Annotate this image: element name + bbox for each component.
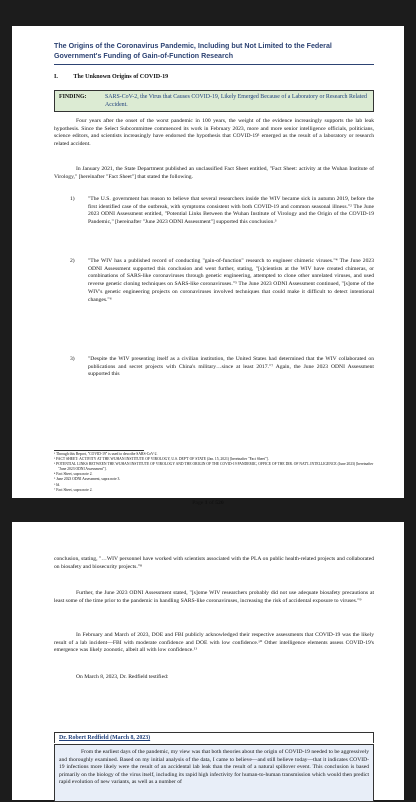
testimony-heading: Dr. Robert Redfield (March 8, 2023): [54, 732, 374, 743]
footnote: ¹ Through this Report, "COVID-19" is used to describe SARS-CoV-2.: [54, 452, 158, 456]
footnote: ² FACT SHEET: ACTIVITY AT THE WUHAN INSTITUTE OF VIROLOGY, U.S. DEP'T OF STATE (Jan. 15, 2021) [hereinafter "Fact Sheet"].: [54, 457, 269, 462]
paragraph: In January 2021, the State Department published an unclassified Fact Sheet entitled, "Fact Sheet: activity at the Wuhan Institute of Virology," [hereinafter "Fact Sheet"] that stated the following.: [54, 166, 374, 180]
list-item: [70, 196, 374, 227]
finding-text: SARS-CoV-2, the Virus that Causes COVID-19, Likely Emerged Because of a Laboratory or Research Related Accident.: [105, 94, 367, 108]
list-item: [70, 356, 374, 379]
page-prefix: Page: [192, 500, 205, 506]
document-page-2: [12, 522, 404, 800]
footnotes: [54, 452, 374, 493]
title-divider: [54, 64, 374, 65]
list-item-text: "The U.S. government has reason to believe that several researchers inside the WIV became sick in autumn 2019, before the first identified case of the outbreak, with symptoms consistent with both COVID-19 and common seasonal illness."² The June 2023 ODNI Assessment entitled, "Potential Links Between the Wuhan Institute of Virology and the Origin of the COVID-19 Pandemic," [hereinafter "June 2023 ODNI Assessment"] supported this conclusion.³: [88, 196, 374, 226]
footnote-divider: [54, 450, 144, 451]
page-number: [12, 500, 404, 506]
finding-box: [54, 90, 374, 112]
section-title: The Unknown Origins of COVID-19: [73, 74, 169, 80]
footnote: ³ POTENTIAL LINKS BETWEEN THE WUHAN INSTITUTE OF VIROLOGY AND THE ORIGIN OF THE COVID-19 PANDEMIC, OFFICE OF THE DIR. OF NAT'L INTELLIGENCE (June 2023) [hereinafter "June 2023 ODNI Assessment"].: [54, 462, 374, 472]
total-pages: 520: [215, 500, 224, 506]
footnote: ⁵ June 2023 ODNI Assessment, supra note 3.: [54, 477, 121, 482]
paragraph: On March 8, 2023, Dr. Redfield testified:: [76, 674, 169, 680]
testimony-quote: From the earliest days of the pandemic, my view was that both theories about the origin of COVID-19 needed to be aggressively and thoroughly examined. Based on my initial analysis of the data, I came to believe—and still believe today—that it indicates COVID-19 infections more likely were the result of an accidental lab leak than the result of a natural spillover event. This conclusion is based primarily on the biology of the virus itself, including its rapid high infectivity for human-to-human transmission which would then predict rapid evolution of new variants, as well as a number of: [54, 744, 374, 802]
current-page: 1: [204, 500, 208, 506]
paragraph: conclusion, stating, "…WIV personnel have worked with scientists associated with the PLA on public health-related projects and collaborated on biosafety and biosecurity projects."⁸: [54, 556, 374, 570]
report-title: The Origins of the Coronavirus Pandemic, Including but Not Limited to the Federal Government's Funding of Gain-of-Function Research: [54, 42, 332, 60]
list-item-text: "Despite the WIV presenting itself as a civilian institution, the United States had determined that the WIV collaborated on publications and secret projects with China's military…since at least 2017."⁷ Again, the June 2023 ODNI Assessment supported this: [88, 356, 374, 378]
list-item-number: 3): [70, 356, 75, 362]
footnote: ⁷ Fact Sheet, supra note 2.: [54, 487, 93, 492]
list-item-number: 2): [70, 258, 75, 264]
section-heading: [54, 74, 374, 80]
section-number: I.: [54, 74, 58, 80]
paragraph: Further, the June 2023 ODNI Assessment stated, "[s]ome WIV researchers probably did not use adequate biosafety precautions at least some of the time prior to the pandemic in handling SARS-like coronaviruses, increasing the risk of accidental exposure to viruses."⁹: [54, 590, 374, 604]
list-item-number: 1): [70, 196, 75, 202]
finding-label: FINDING:: [59, 94, 87, 100]
paragraph: In February and March of 2023, DOE and FBI publicly acknowledged their respective assessments that COVID-19 was the likely result of a lab incident—FBI with moderate confidence and DOE with low confidence.¹⁰ Other intelligence elements assess COVID-19's emergence was likely zoonotic, albeit all with low confidence.¹¹: [54, 632, 374, 654]
paragraph: Four years after the onset of the worst pandemic in 100 years, the weight of the evidence increasingly supports the lab leak hypothesis. Since the Select Subcommittee commenced its work in February 2023, more and more senior intelligence officials, politicians, science editors, and scientists increasingly have endorsed the hypothesis that COVID-19¹ emerged as the result of a laboratory or research related accident.: [54, 118, 374, 148]
footnote: ⁴ Fact Sheet, supra note 2.: [54, 472, 93, 477]
list-item-text: "The WIV has a published record of conducting "gain-of-function" research to engineer chimeric viruses."⁴ The June 2023 ODNI Assessment supported this conclusion and went further, stating, "[s]cientists at the WIV have created chimeras, or combinations of SARS-like coronaviruses through genetic engineering, attempted to clone other unrelated viruses, and used reverse genetic cloning techniques on SARS-like coronaviruses."⁵ The June 2023 ODNI Assessment continued, "[s]ome of the WIV's genetic engineering projects on coronaviruses involved techniques that could make it difficult to detect intentional changes."⁶: [88, 258, 374, 303]
page-of: of: [207, 500, 216, 506]
footnote: ⁶ Id.: [54, 482, 61, 487]
document-page-1: [12, 26, 404, 506]
list-item: [70, 258, 374, 304]
